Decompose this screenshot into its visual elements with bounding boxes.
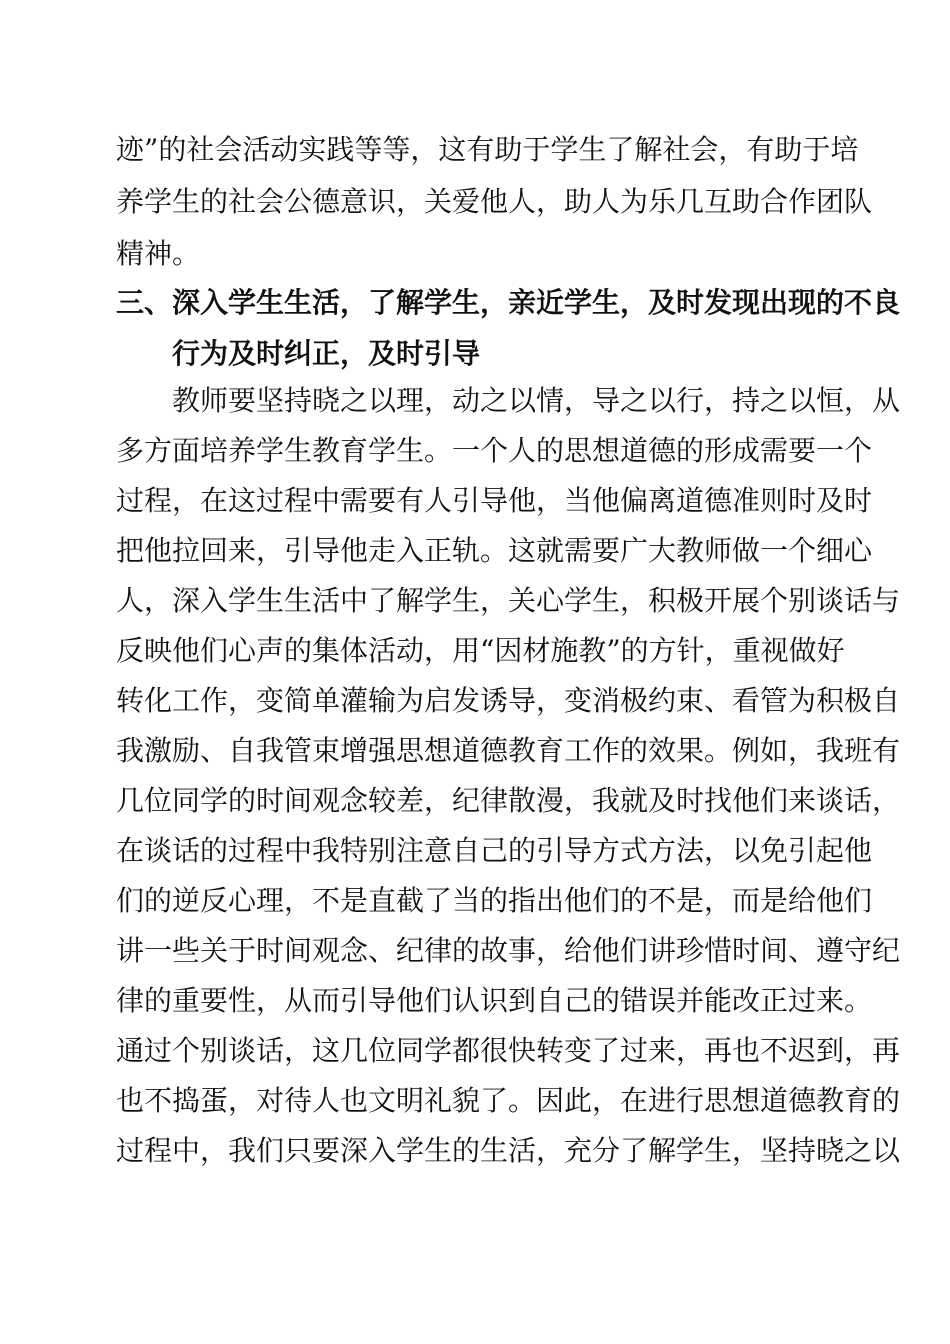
paragraph-line: 我激励、自我管束增强思想道德教育工作的效果。例如，我班有 [116, 734, 901, 767]
paragraph-line: 转化工作，变简单灌输为启发诱导，变消极约束、看管为积极自 [116, 684, 901, 717]
paragraph-line: 多方面培养学生教育学生。一个人的思想道德的形成需要一个 [116, 434, 873, 467]
paragraph-line: 通过个别谈话，这几位同学都很快转变了过来，再也不迟到，再 [116, 1034, 901, 1067]
paragraph-line: 过程中，我们只要深入学生的生活，充分了解学生，坚持晓之以 [116, 1134, 901, 1167]
paragraph-line: 精神。 [116, 237, 201, 270]
paragraph-line: 迹”的社会活动实践等等，这有助于学生了解社会，有助于培 [116, 133, 859, 166]
paragraph-line: 在谈话的过程中我特别注意自己的引导方式方法，以免引起他 [116, 834, 873, 867]
section-heading-line: 行为及时纠正，及时引导 [172, 337, 481, 370]
paragraph-line: 过程，在这过程中需要有人引导他，当他偏离道德准则时及时 [116, 484, 873, 517]
paragraph-line: 讲一些关于时间观念、纪律的故事，给他们讲珍惜时间、遵守纪 [116, 934, 901, 967]
paragraph-line: 也不捣蛋，对待人也文明礼貌了。因此，在进行思想道德教育的 [116, 1084, 901, 1117]
paragraph-line: 反映他们心声的集体活动，用“因材施教”的方针，重视做好 [116, 634, 845, 667]
paragraph-line: 人，深入学生生活中了解学生，关心学生，积极开展个别谈话与 [116, 584, 901, 617]
section-heading-line: 三、深入学生生活，了解学生，亲近学生，及时发现出现的不良 [116, 286, 901, 319]
paragraph-line: 几位同学的时间观念较差，纪律散漫，我就及时找他们来谈话， [116, 784, 901, 817]
paragraph-line: 养学生的社会公德意识，关爱他人，助人为乐几互助合作团队 [116, 185, 873, 218]
paragraph-line: 把他拉回来，引导他走入正轨。这就需要广大教师做一个细心 [116, 534, 873, 567]
paragraph-line: 们的逆反心理，不是直截了当的指出他们的不是，而是给他们 [116, 884, 873, 917]
paragraph-line: 教师要坚持晓之以理，动之以情，导之以行，持之以恒，从 [172, 384, 901, 417]
paragraph-line: 律的重要性，从而引导他们认识到自己的错误并能改正过来。 [116, 984, 873, 1017]
